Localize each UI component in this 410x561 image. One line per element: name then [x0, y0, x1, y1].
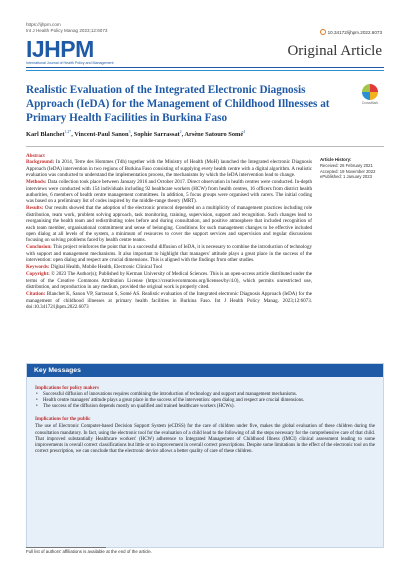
list-item: • Successful diffusion of innovations requires combining the introduction of technology and support and management mechanisms. [35, 392, 375, 398]
doi-text[interactable]: 10.34172/ijhpm.2022.6073 [327, 29, 382, 35]
logo-subtitle: International Journal of Health Policy and Management [26, 61, 114, 65]
journal-meta [26, 22, 107, 34]
section-text: Data collection took place between January 2016 and October 2017. Direct observation in health centres were conducted. In-depth interviews were conducted with 154 individuals including 92 healthcare workers (HCW) from health centres, 16 officers from district health authorities, 6 members of health centre management committees. In addition, 5 focus groups were organised with carers. The initial coding was based on a preliminary list of codes inspired by the middle-range theory (MRT). [26, 179, 313, 205]
author-list: Karl Blanchet$^{1,2*}$, Vincent-Paul Sanon$^3$, Sophie Sarrassat$^2$, Arsène Satouro Somé$^4$ [26, 130, 246, 139]
section-label: Methods: [26, 179, 47, 186]
doi-badge[interactable] [320, 29, 382, 35]
key-messages-title: Key Messages [27, 364, 383, 377]
author-affiliation: 3 [128, 130, 131, 134]
journal-ref: Int J Health Policy Manag 2023;12:6073 [26, 28, 108, 33]
affiliations-footnote: Full list of authors' affiliations is available at the end of the article. [26, 549, 152, 554]
section-label: Conclusion: [26, 244, 52, 251]
section-label: Keywords: [26, 264, 50, 271]
section-text: In 2014, Terre des Hommes (Tdh) together with the Ministry of Health (MoH) launched the Integrated electronic Diagnosis Approach (IeDA) intervention in two regions of Burkina Faso consisting of supplying every health centre with a digital algorithm. A realistic evaluation was conducted to understand the implementation process, the mechanisms by which the IeDA intervention lead to change. [26, 159, 312, 179]
list-item: • The success of the diffusion depends mostly on qualified and trained healthcare workers (HCWs). [35, 404, 375, 410]
public-text: The use of Electronic Computer-based Decision Support System (eCDSS) for the care of children under five, makes the global evaluation of these children during the consultation mandatory. In fact, using the electronic tool for the evaluation of a child lead to the following of all the steps necessary for the comprehensive care of that child. That improved substantially Healthcare workers' (HCW) adherence to Integrated Management of Childhood Illness (IMCI) clinical assessment leading to some improvements in overall correct classifications but little or no improvement in overall correct prescriptions. Despite some limitations in the effect of the electronic tool on the correct prescription, we can conclude that the electronic device allows a better quality of care of these children. [35, 424, 375, 454]
author-name: Karl Blanchet [26, 131, 65, 139]
journal-logo [26, 38, 146, 65]
policy-list [35, 392, 375, 410]
author-name: Sophie Sarrassat [133, 131, 180, 139]
crossmark-badge[interactable] [360, 84, 380, 105]
author-affiliation: 2 [179, 130, 182, 134]
abstract-results [26, 205, 312, 243]
section-text: This project reinforces the point that in a successful diffusion of IeDA, it is necessary to combine the introduction of technology with support and management mechanisms. It also important to highlight that managers' attitude plays a great place in the success of the intervention: open dialog and respect are crucial dimensions. This is aligned with the findings from other studies. [26, 244, 312, 264]
abstract-keywords [26, 264, 312, 270]
history-title: Article History: [320, 157, 352, 162]
abstract [26, 153, 312, 311]
header-rule-thin [26, 70, 384, 71]
header-rule [26, 67, 384, 68]
section-label: Background: [26, 159, 55, 166]
author-name: Vincent-Paul Sanon [74, 131, 129, 139]
section-text: Blanchet K, Sanon VP, Sarrassat S, Somé AS. Realistic evaluation of the Integrated electronic Diagnosis Approach (IeDA) for the management of childhood illnesses at primary health facilities in Burkina Faso. Int J Health Policy Manag. 2023;12:6073. doi:10.34172/ijhpm.2022.6073 [26, 291, 312, 310]
logo-mark: IJHPM [26, 36, 94, 62]
crossmark-icon [362, 84, 378, 100]
key-messages-box [26, 363, 384, 548]
journal-url[interactable]: https://ijhpm.com [26, 22, 61, 27]
crossmark-label: CrossMark [361, 101, 379, 105]
abstract-methods [26, 179, 312, 205]
abstract-background [26, 159, 312, 178]
section-text: Digital Health, Mobile Health, Electronic Clinical Tool [50, 264, 163, 271]
footnote-rule [26, 547, 106, 548]
section-text: © 2023 The Author(s); Published by Kerman University of Medical Sciences. This is an open-access article distributed under the terms of the Creative Commons Attribution License (https://creativecommons.org/licenses/by/4.0), which permits unrestricted use, distribution, and reproduction in any medium, provided the original work is properly cited. [26, 271, 312, 291]
article-title: Realistic Evaluation of the Integrated Electronic Diagnosis Approach (IeDA) for the Management of Childhood Illnesses at Primary Health Facilities in Burkina Faso [26, 84, 330, 124]
abstract-heading: Abstract [26, 153, 45, 159]
article-type: Original Article [287, 43, 382, 59]
section-divider [26, 146, 384, 147]
open-access-icon [320, 29, 326, 35]
section-label: Copyright: [26, 271, 50, 278]
abstract-copyright [26, 271, 312, 290]
public-heading: Implications for the public [35, 417, 91, 423]
accepted-date: Accepted: 19 November 2022 [320, 168, 376, 174]
author-affiliation: 4 [243, 130, 246, 134]
key-messages-body [27, 377, 383, 455]
section-text: Our results showed that the adoption of the electronic protocol depended on a multiplicity of management practices including role distribution, team work, problem solving approach, task monitoring, training, supervision, support and recognition. Such changes lead to reorganising the health team and redistributing roles before and during consultation, and positive atmosphere that included recognition of each team member, organisational commitment and sense of belonging. Conditions for such management changes to be effective included open dialog at all levels of the system, a minimum of resources to cover the support services and supervision and regular discussions focusing on solving problems faced by health centre teams. [26, 205, 313, 244]
section-label: Results: [26, 205, 44, 212]
list-item: • Health centre managers' attitude plays a great place in the success of the intervention: open dialog and respect are crucial dimensions. [35, 398, 375, 404]
received-date: Received: 26 February 2021 [320, 162, 373, 168]
policy-heading: Implications for policy makers [35, 386, 99, 391]
author-affiliation: 1,2* [64, 130, 72, 134]
abstract-citation [26, 291, 312, 310]
epublished-date: ePublished: 1 January 2023 [320, 174, 372, 180]
author-name: Arsène Satouro Somé [184, 131, 244, 139]
section-label: Citation: [26, 291, 46, 298]
abstract-conclusion [26, 244, 312, 263]
